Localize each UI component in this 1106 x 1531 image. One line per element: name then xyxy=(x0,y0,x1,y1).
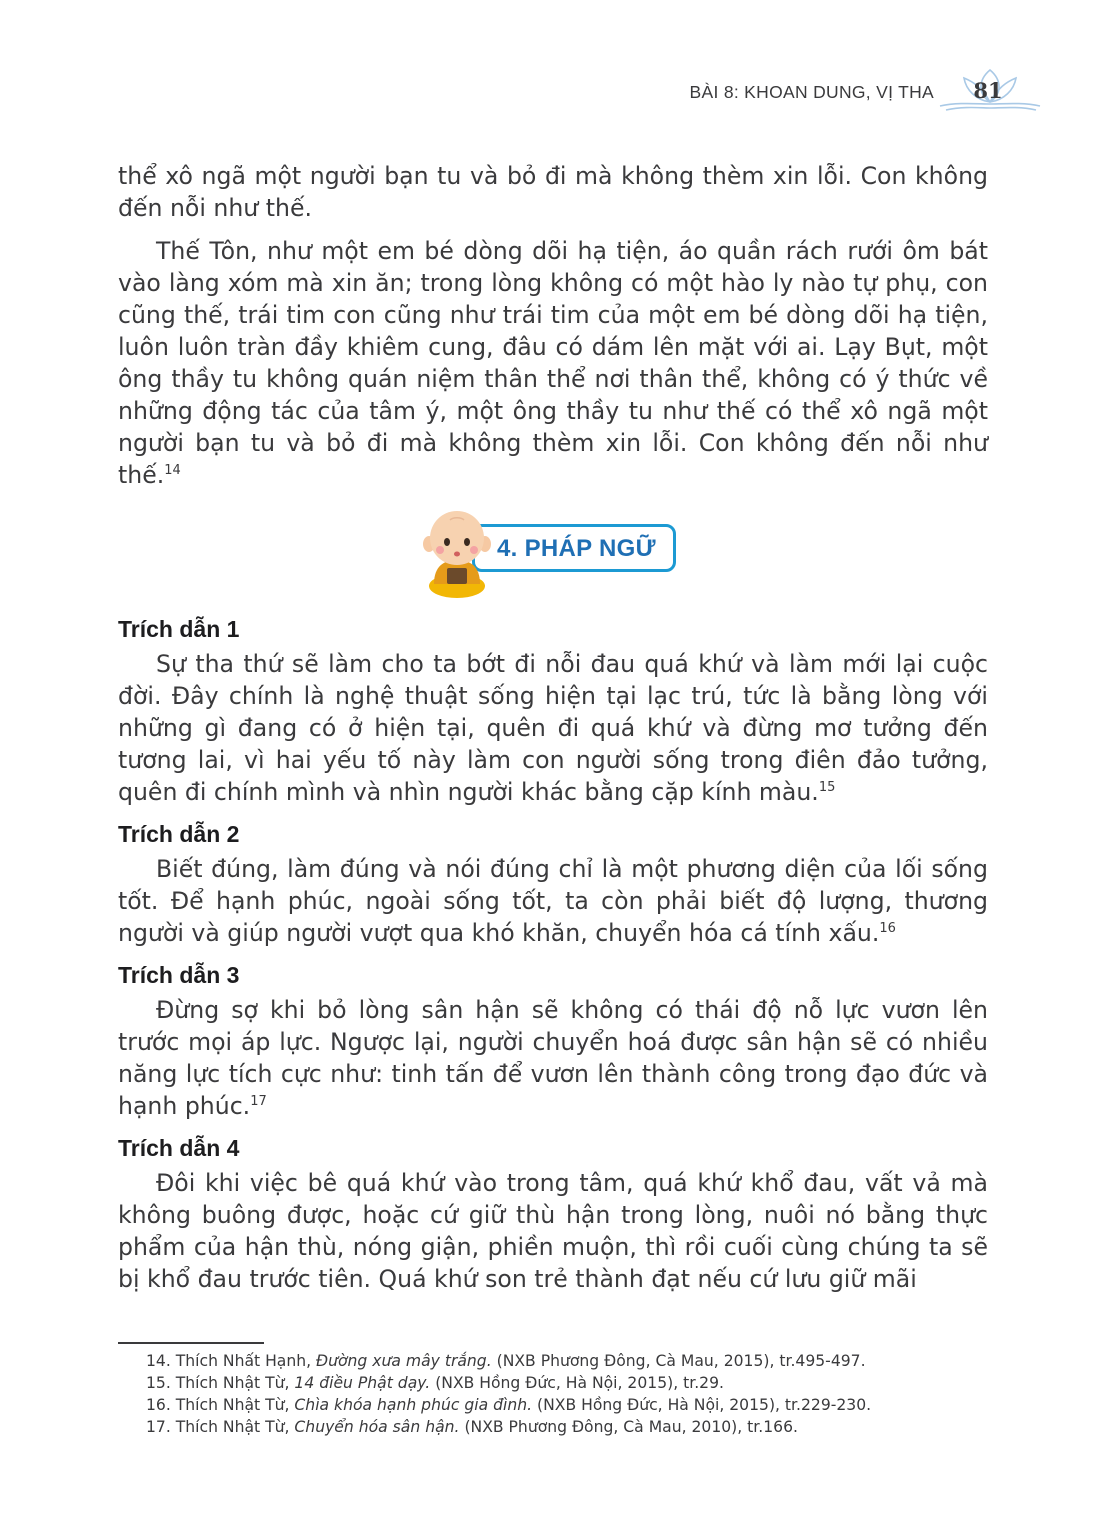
quote-title: Trích dẫn 2 xyxy=(118,821,240,847)
quote-block xyxy=(118,960,988,1122)
quote-block xyxy=(118,614,988,808)
quote-body: Đôi khi việc bê quá khứ vào trong tâm, quá khứ khổ đau, vất vả mà không buông được, hoặc cứ giữ thù hận trong lòng, nuôi nó bằng thực phẩm của hận thù, nóng giận, phiền muộn, thì rồi cuối cùng chúng ta sẽ bị khổ đau trước tiên. Quá khứ son trẻ thành đạt nếu cứ lưu giữ mãi xyxy=(118,1169,988,1293)
quote-block xyxy=(118,1133,988,1295)
footnote-ref: 15 xyxy=(818,780,836,796)
footnote-title: Đường xưa mây trắng. xyxy=(316,1352,492,1370)
footnote-source: (NXB Hồng Đức, Hà Nội, 2015), tr.229-230. xyxy=(532,1396,872,1414)
footnote-author: 14. Thích Nhất Hạnh, xyxy=(146,1352,317,1370)
page-number: 81 xyxy=(973,78,1003,103)
quote-text xyxy=(118,853,988,949)
section-banner xyxy=(118,502,988,606)
section-title: 4. PHÁP NGỮ xyxy=(497,535,656,562)
quote-text xyxy=(118,1167,988,1295)
quote-title: Trích dẫn 1 xyxy=(118,616,240,642)
paragraph xyxy=(118,235,988,491)
page-header xyxy=(0,74,1106,114)
footnote-ref: 17 xyxy=(250,1094,267,1110)
footnote xyxy=(146,1394,1006,1416)
footnote-title: 14 điều Phật dạy. xyxy=(294,1374,431,1392)
footnotes xyxy=(146,1350,1006,1438)
footnote-source: (NXB Hồng Đức, Hà Nội, 2015), tr.29. xyxy=(430,1374,724,1392)
footnote xyxy=(146,1350,1006,1372)
chapter-title: BÀI 8: KHOAN DUNG, VỊ THA xyxy=(689,82,934,102)
footnote-ref: 14 xyxy=(164,463,181,479)
footnote-author: 15. Thích Nhật Từ, xyxy=(146,1374,295,1392)
paragraph: thể xô ngã một người bạn tu và bỏ đi mà không thèm xin lỗi. Con không đến nỗi như thế. xyxy=(118,162,988,222)
paragraph-text: Thế Tôn, như một em bé dòng dõi hạ tiện, áo quần rách rưới ôm bát vào làng xóm mà xin ăn; trong lòng không có một hào ly nào tự phụ, con cũng thế, trái tim con cũng như trái tim của một em bé dòng dõi hạ tiện, luôn luôn tràn đầy khiêm cung, đâu có dám lên mặt với ai. Lạy Bụt, một ông thầy tu không quán niệm thân thể nơi thân thể, không có ý thức về những động tác của tâm ý, một ông thầy tu như thế có thể xô ngã một người bạn tu và bỏ đi mà không thèm xin lỗi. Con không đến nỗi như thế. xyxy=(118,237,988,489)
footnote-author: 17. Thích Nhật Từ, xyxy=(146,1418,295,1436)
section-badge xyxy=(472,524,676,572)
footnote-source: (NXB Phương Đông, Cà Mau, 2010), tr.166. xyxy=(459,1418,798,1436)
footnote-source: (NXB Phương Đông, Cà Mau, 2015), tr.495-497. xyxy=(491,1352,866,1370)
quote-title: Trích dẫn 4 xyxy=(118,1135,240,1161)
quote-text xyxy=(118,648,988,808)
quote-text xyxy=(118,994,988,1122)
footnote-title: Chìa khóa hạnh phúc gia đình. xyxy=(294,1396,533,1414)
quote-body: Đừng sợ khi bỏ lòng sân hận sẽ không có thái độ nỗ lực vươn lên trước mọi áp lực. Ngược lại, người chuyển hoá được sân hận sẽ có nhiều năng lực tích cực như: tinh tấn để vươn lên thành công trong đạo đức và hạnh phúc. xyxy=(118,996,988,1120)
quote-body: Sự tha thứ sẽ làm cho ta bớt đi nỗi đau quá khứ và làm mới lại cuộc đời. Đây chính là nghệ thuật sống hiện tại lạc trú, tức là bằng lòng với những gì đang có ở hiện tại, quên đi quá khứ và đừng mơ tưởng đến tương lai, vì hai yếu tố này làm con người sống trong điên đảo tưởng, quên đi chính mình và nhìn người khác bằng cặp kính màu. xyxy=(118,650,988,806)
footnote xyxy=(146,1416,1006,1438)
footnote xyxy=(146,1372,1006,1394)
monk-mascot-icon xyxy=(420,502,494,602)
quote-title: Trích dẫn 3 xyxy=(118,962,240,988)
quote-block xyxy=(118,819,988,949)
quote-body: Biết đúng, làm đúng và nói đúng chỉ là một phương diện của lối sống tốt. Để hạnh phúc, ngoài sống tốt, ta còn phải biết độ lượng, thương người và giúp người vượt qua khó khăn, chuyển hóa cá tính xấu. xyxy=(118,855,988,947)
footnote-divider xyxy=(118,1342,264,1344)
footnote-title: Chuyển hóa sân hận. xyxy=(294,1418,460,1436)
footnote-author: 16. Thích Nhật Từ, xyxy=(146,1396,295,1414)
footnote-ref: 16 xyxy=(879,921,896,937)
page-content xyxy=(118,160,988,1306)
